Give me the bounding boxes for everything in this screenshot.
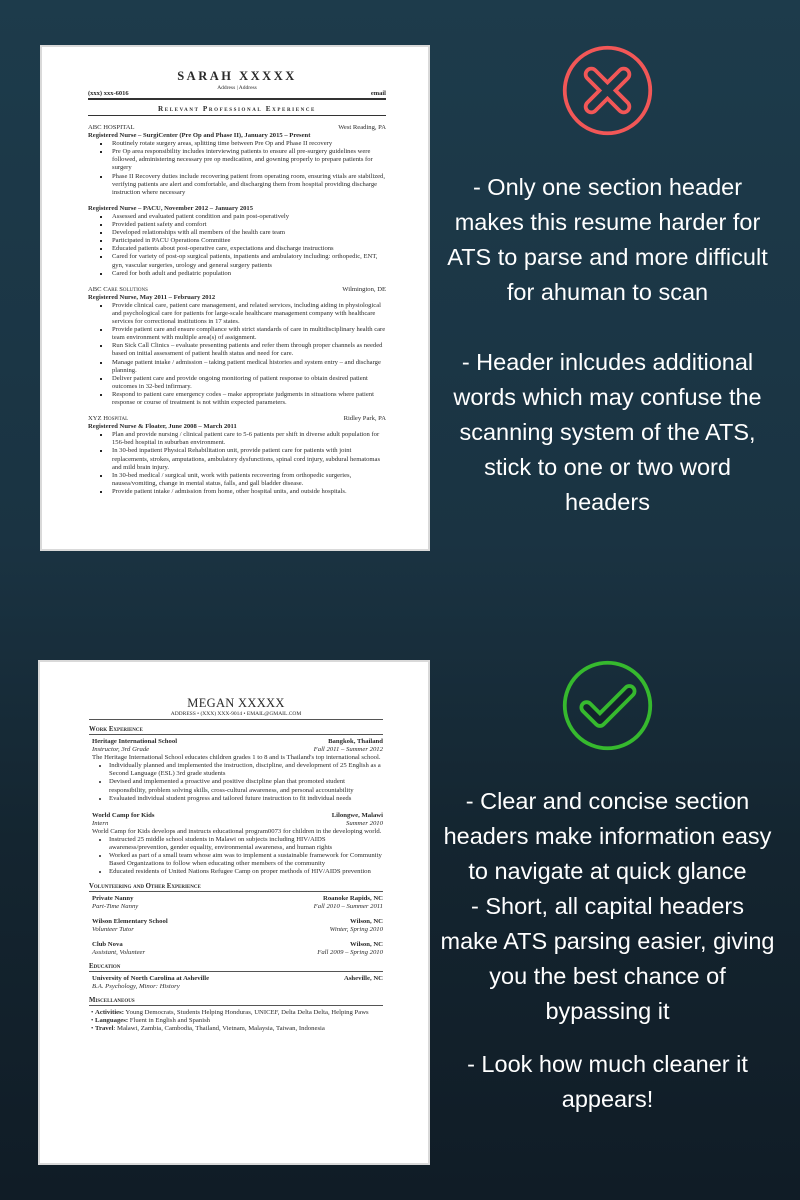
bullet-list — [110, 431, 386, 496]
resume-entry — [92, 975, 383, 991]
entry-org: University of North Carolina at Asheville — [92, 975, 210, 983]
entry-subheader — [92, 926, 383, 934]
resume-section-header: Volunteering and Other Experience — [89, 883, 383, 892]
bullet: • Evaluated individual student progress and tailored future instruction to fit individual needs — [109, 795, 383, 803]
entry-location: Bangkok, Thailand — [328, 738, 383, 745]
entry-description: World Camp for Kids develops and instructs educational program0073 for children in the developing world. — [92, 827, 382, 835]
bullet: ▪ Provide clinical care, patient care management, and related services, including aiding in physiological and psychological care for patients for large-scale healthcare management company with healthcare services for correctional institutions in 17 states. — [110, 302, 386, 326]
job-location: Ridley Park, PA — [343, 415, 386, 423]
entry-dates: Winter, Spring 2010 — [329, 925, 383, 933]
x-circle-icon — [560, 43, 655, 138]
bullet-list — [109, 836, 383, 876]
resume-address: Address | Address — [217, 85, 257, 91]
job-org: XYZ Hospital — [88, 415, 129, 423]
resume-entry — [92, 895, 383, 911]
job-title: Registered Nurse & Floater, June 2008 – March 2011 — [88, 423, 237, 431]
bullet: ▪ Respond to patient care emergency codes – make appropriate judgments in situations where patient response or course of treatment is not within expected parameters. — [110, 391, 386, 407]
entry-subheader — [92, 949, 383, 957]
entry-role: Instructor, 3rd Grade — [92, 746, 150, 754]
misc-label: Travel — [95, 1025, 114, 1033]
tip: - Short, all capital headers make ATS parsing easier, giving you the best chance of bypassing it — [440, 893, 775, 1024]
resume-phone: (xxx) xxx-6016 — [88, 90, 129, 97]
entry-header — [92, 975, 383, 983]
entry-subheader — [92, 983, 383, 991]
bullet: ▪ Participated in PACU Operations Committee — [110, 237, 386, 245]
entry-role: Part-Time Nanny — [92, 902, 139, 910]
resume-contact: ADDRESS • (XXX) XXX-9014 • EMAIL@GMAIL.COM — [89, 711, 383, 720]
bullet: ▪ Cared for both adult and pediatric population — [110, 270, 386, 278]
bullet: • Educated residents of United Nations Refugee Camp on proper methods of HIV/AIDS prevention — [109, 868, 383, 876]
misc-label: Languages: — [95, 1017, 129, 1025]
check-circle-icon — [560, 658, 655, 753]
resume-entry — [92, 738, 383, 803]
bad-example-tips — [440, 170, 775, 520]
bullet: ▪ Plan and provide nursing / clinical patient care to 5-6 patients per shift in diverse adult population for 156-bed hospital in suburban environment. — [110, 431, 386, 447]
entry-location: Lilongwe, Malawi — [331, 811, 383, 819]
entry-org: World Camp for Kids — [92, 811, 155, 819]
bullet: ▪ Cared for variety of post-op surgical patients, inpatients and ambulatory including: orthopedic, ENT, gyn, vascular surgeries, urology and general surgery patients — [110, 253, 386, 269]
job-title: Registered Nurse, May 2011 – February 2012 — [88, 293, 216, 301]
entry-header — [92, 738, 383, 746]
misc-text: Fluent in English and Spanish — [128, 1017, 211, 1025]
resume-jobs — [88, 124, 386, 496]
entry-dates: Fall 2010 – Summer 2011 — [313, 902, 383, 910]
entry-dates: Fall 2011 – Summer 2012 — [313, 746, 383, 754]
entry-header — [92, 941, 383, 949]
job-entry — [88, 415, 386, 496]
entry-subheader — [92, 903, 383, 911]
entry-role: Intern — [92, 819, 109, 827]
tip: - Look how much cleaner it appears! — [467, 1051, 748, 1112]
misc-label: Activities: — [95, 1009, 124, 1017]
bullet: ▪ Deliver patient care and provide ongoing monitoring of patient response to obtain desired patient outcomes in 32-bed infirmary. — [110, 375, 386, 391]
resume-entry — [92, 918, 383, 934]
resume-section-header: Miscellaneous — [89, 997, 383, 1006]
entry-header — [92, 918, 383, 926]
bullet: ▪ Provide patient care and ensure compliance with strict standards of care in multidisciplinary health care team environment with multiple area(s) of assignment. — [110, 326, 386, 342]
bullet-list — [109, 762, 383, 802]
misc-text: : Malawi, Zambia, Cambodia, Thailand, Vietnam, Malaysia, Taiwan, Indonesia — [113, 1025, 325, 1033]
entry-subheader — [92, 746, 383, 754]
resume-contact — [88, 90, 386, 100]
entry-header — [92, 812, 383, 820]
job-org: ABC HOSPITAL — [88, 124, 135, 131]
entry-description: The Heritage International School educates children grades 1 to 8 and is Thailand's top international school. — [92, 754, 381, 762]
bullet: ▪ Routinely rotate surgery areas, splitting time between Pre Op and Phase II recovery — [110, 140, 386, 148]
resume-section-header: Education — [89, 963, 383, 972]
job-location: West Reading, PA — [338, 124, 386, 131]
entry-role: B.A. Psychology, Minor: History — [92, 983, 180, 991]
job-title: Registered Nurse – SurgiCenter (Pre Op and Phase II), January 2015 – Present — [88, 132, 311, 140]
job-header — [88, 415, 386, 423]
entry-role: Assistant, Volunteer — [92, 948, 146, 956]
resume-section-header: Work Experience — [89, 726, 383, 735]
entry-location: Asheville, NC — [343, 975, 383, 983]
job-header — [88, 124, 386, 132]
entry-org: Private Nanny — [92, 894, 134, 902]
entry-header — [92, 895, 383, 903]
bullet: ▪ Developed relationships with all members of the health care team — [110, 229, 386, 237]
entry-org: Club Nova — [92, 940, 123, 948]
misc-item: • Activities: Young Democrats, Students Helping Honduras, UNICEF, Delta Delta Delta, Helping Paws — [91, 1009, 369, 1017]
bullet: • Instructed 25 middle school students in Malawi on subjects including HIV/AIDS awareness/prevention, gender equality, environmental awareness, and human rights — [109, 836, 383, 852]
misc-list — [89, 1009, 383, 1033]
tip: - Header inlcudes additional words which may confuse the scanning system of the ATS, stick to one or two word headers — [453, 349, 762, 515]
job-org: ABC Care Solutions — [88, 285, 148, 293]
entry-subheader — [92, 820, 383, 828]
good-resume-example — [38, 660, 430, 1165]
bullet: ▪ Educated patients about post-operative care, expectations and discharge instructions — [110, 245, 386, 253]
job-location: Wilmington, DE — [342, 285, 386, 293]
bullet: ▪ Run Sick Call Clinics – evaluate presenting patients and refer them through proper channels as needed based on initial assessment of patient health status and need for care. — [110, 342, 386, 358]
entry-dates: Fall 2009 – Spring 2010 — [317, 948, 383, 956]
bullet: ▪ Pre Op area responsibility includes interviewing patients to ensure all pre-surgery guidelines were followed, administering necessary pre op medication, and gowning properly to prepare patients for surgery — [110, 148, 386, 172]
resume-email: email — [370, 90, 386, 97]
entry-location: Roanoke Rapids, NC — [322, 894, 383, 902]
entry-org: Wilson Elementary School — [92, 917, 168, 925]
misc-item: • Languages: Fluent in English and Spanish — [91, 1017, 211, 1025]
misc-item: • Travel: Malawi, Zambia, Cambodia, Thailand, Vietnam, Malaysia, Taiwan, Indonesia — [91, 1025, 325, 1033]
bullet: ▪ Provided patient safety and comfort — [110, 221, 386, 229]
bullet: • Worked as part of a small team whose aim was to implement a sustainable framework for Community Based Organizations to follow when educating other members of the community — [109, 852, 383, 868]
entry-org: Heritage International School — [92, 738, 178, 745]
entry-role: Volunteer Tutor — [92, 925, 134, 933]
resume-section-header: Relevant Professional Experience — [88, 105, 386, 116]
bullet: • Devised and implemented a proactive and positive discipline plan that promoted student responsibility, problem solving skills, cross-cultural awareness, and personal accountability — [109, 778, 383, 794]
bullet: ▪ In 30-bed medical / surgical unit, work with patients recovering from orthopedic surgeries, nausea/vomiting, change in mental status, falls, and gall bladder disease. — [110, 472, 386, 488]
job-header — [88, 286, 386, 294]
resume-name: MEGAN XXXXX — [187, 696, 285, 710]
bullet: • Individually planned and implemented the instruction, discipline, and development of 25 English as a Second Language (ESL) 3rd grade students — [109, 762, 383, 778]
entry-location: Wilson, NC — [350, 940, 383, 948]
good-example-tips — [440, 784, 775, 1117]
resume-entry — [92, 812, 383, 877]
bullet: ▪ Assessed and evaluated patient condition and pain post-operatively — [110, 213, 386, 221]
bullet-list — [110, 302, 386, 407]
job-entry — [88, 124, 386, 278]
job-entry — [88, 286, 386, 407]
resume-name: SARAH XXXXX — [177, 69, 297, 83]
bad-resume-example — [40, 45, 430, 551]
bullet-list — [110, 140, 386, 197]
entry-dates: Summer 2010 — [346, 819, 383, 827]
bullet: ▪ Provide patient intake / admission from home, other hospital units, and outside hospitals. — [110, 488, 386, 496]
job-title: Registered Nurse – PACU, November 2012 – January 2015 — [88, 204, 254, 212]
bullet-list — [110, 213, 386, 278]
entry-location: Wilson, NC — [350, 917, 383, 925]
bullet: ▪ Phase II Recovery duties include recovering patient from operating room, ensuring vitals are stabilized, verifying patients are alert and comfortable, and discharging them from hospital providing discharge instruction where necessary — [110, 173, 386, 197]
bullet: ▪ In 30-bed inpatient Physical Rehabilitation unit, provide patient care for patients with joint replacements, strokes, amputations, ambulatory dysfunctions, spinal cord injury, subdural hematomas and mild brain injury. — [110, 447, 386, 471]
tip: - Only one section header makes this resume harder for ATS to parse and more difficult for ahuman to scan — [447, 174, 768, 305]
tip: - Clear and concise section headers make information easy to navigate at quick glance — [443, 788, 772, 884]
resume-entry — [92, 941, 383, 957]
resume-sections — [89, 726, 383, 991]
misc-text: Young Democrats, Students Helping Honduras, UNICEF, Delta Delta Delta, Helping Paws — [123, 1009, 369, 1017]
bullet: ▪ Manage patient intake / admission – taking patient medical histories and system entry – and discharge planning. — [110, 359, 386, 375]
